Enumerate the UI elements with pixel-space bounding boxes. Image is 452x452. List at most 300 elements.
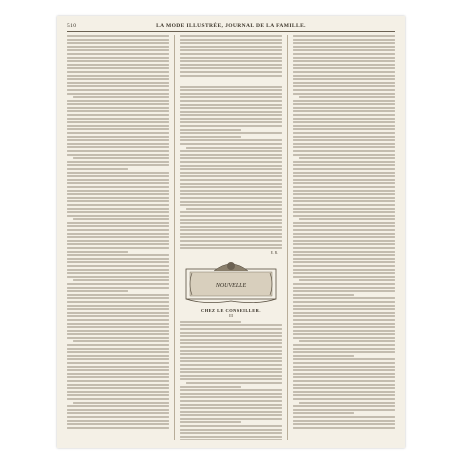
running-title: LA MODE ILLUSTRÉE, JOURNAL DE LA FAMILLE. [156, 22, 306, 29]
text-line [180, 432, 282, 434]
text-line [67, 376, 169, 378]
text-line [67, 373, 169, 375]
text-line [67, 297, 169, 299]
text-line [67, 39, 169, 41]
text-line [293, 348, 395, 350]
story-vignette [184, 259, 278, 305]
text-line [293, 154, 395, 156]
text-line [73, 279, 169, 281]
text-line [67, 107, 169, 109]
text-line [67, 139, 169, 141]
text-line [293, 215, 395, 217]
text-line [293, 333, 395, 335]
text-line [67, 121, 169, 123]
text-line [67, 132, 169, 134]
text-line [67, 276, 169, 278]
text-line [180, 368, 282, 370]
text-line [67, 312, 169, 314]
text-line [67, 301, 169, 303]
text-line [67, 391, 169, 393]
text-line [180, 386, 241, 388]
text-line [180, 125, 282, 127]
text-line [67, 161, 169, 163]
text-line [67, 182, 169, 184]
text-line [67, 384, 169, 386]
text-line [180, 353, 282, 355]
text-line [293, 75, 395, 77]
text-line [293, 344, 395, 346]
text-line [293, 161, 395, 163]
text-line [67, 330, 169, 332]
text-line [180, 154, 282, 156]
text-line [67, 71, 169, 73]
text-line [180, 346, 282, 348]
text-line [180, 143, 282, 145]
text-line [67, 93, 169, 95]
text-line [67, 423, 169, 425]
text-line [67, 398, 169, 400]
text-line [293, 272, 395, 274]
text-line [67, 190, 169, 192]
text-line [180, 46, 282, 48]
text-line [180, 96, 282, 98]
text-line [67, 75, 169, 77]
text-line [293, 330, 395, 332]
text-line [293, 39, 395, 41]
text-line [293, 254, 395, 256]
text-line [186, 382, 282, 384]
page-number: 510 [67, 22, 77, 29]
text-line [180, 335, 282, 337]
text-line [293, 323, 395, 325]
text-line [67, 154, 169, 156]
text-line [67, 146, 169, 148]
text-line [293, 405, 395, 407]
text-line [293, 78, 395, 80]
text-line [180, 229, 282, 231]
text-line [67, 114, 169, 116]
text-line [299, 218, 395, 220]
text-line [67, 369, 169, 371]
text-line [67, 366, 169, 368]
text-line [67, 319, 169, 321]
text-line [180, 111, 282, 113]
text-line [293, 107, 395, 109]
text-line [293, 179, 395, 181]
text-line [180, 186, 282, 188]
text-line [180, 429, 282, 431]
text-line [67, 272, 169, 274]
text-line [180, 100, 282, 102]
text-line [180, 400, 282, 402]
text-line [180, 425, 282, 427]
text-line [293, 146, 395, 148]
text-line [67, 258, 169, 260]
text-line [73, 96, 169, 98]
text-line [67, 420, 169, 422]
text-line [293, 93, 395, 95]
text-line [293, 251, 395, 253]
text-line [180, 121, 282, 123]
text-line [67, 179, 169, 181]
text-line [180, 236, 282, 238]
text-line [67, 215, 169, 217]
text-line [293, 186, 395, 188]
text-line [293, 132, 395, 134]
text-line [293, 409, 395, 411]
text-line [67, 394, 169, 396]
text-line [186, 147, 282, 149]
text-line [67, 380, 169, 382]
text-line [180, 67, 282, 69]
text-line [67, 323, 169, 325]
text-line [67, 35, 169, 37]
text-line [293, 384, 395, 386]
text-line [180, 35, 282, 37]
text-line [67, 427, 169, 429]
text-line [67, 387, 169, 389]
text-line [293, 172, 395, 174]
text-line [67, 200, 169, 202]
text-line [180, 157, 282, 159]
text-line [180, 411, 282, 413]
text-line [67, 348, 169, 350]
text-line [293, 265, 395, 267]
text-line [180, 364, 282, 366]
text-line [293, 319, 395, 321]
text-line [180, 360, 282, 362]
text-line [293, 150, 395, 152]
text-line [293, 168, 395, 170]
text-line [293, 125, 395, 127]
text-line [293, 369, 395, 371]
text-line [293, 394, 395, 396]
text-line [67, 118, 169, 120]
text-line [180, 165, 282, 167]
text-line [293, 337, 395, 339]
text-line [67, 326, 169, 328]
text-line [180, 104, 282, 106]
text-line [67, 305, 169, 307]
text-line [293, 261, 395, 263]
text-line [180, 150, 282, 152]
text-line [67, 333, 169, 335]
text-line [180, 436, 282, 438]
text-line [67, 233, 169, 235]
text-line [299, 96, 395, 98]
text-line [293, 118, 395, 120]
text-line [293, 373, 395, 375]
text-line [67, 110, 169, 112]
text-line [180, 407, 282, 409]
text-line [67, 82, 169, 84]
text-line [67, 42, 169, 44]
text-line [180, 129, 241, 131]
text-line [293, 64, 395, 66]
text-line [67, 412, 169, 414]
text-line [67, 208, 169, 210]
text-line [67, 186, 169, 188]
text-line [293, 139, 395, 141]
text-line [67, 172, 169, 174]
column-right [293, 35, 395, 440]
text-line [180, 244, 282, 246]
text-line [67, 193, 169, 195]
vignette-word: NOUVELLE [215, 282, 247, 289]
text-line [180, 107, 282, 109]
text-line [180, 132, 282, 134]
text-line [293, 236, 395, 238]
text-line [293, 269, 395, 271]
text-line [180, 136, 241, 138]
text-line [180, 324, 282, 326]
text-line [293, 204, 395, 206]
text-line [67, 100, 169, 102]
text-line [180, 339, 282, 341]
text-line [180, 42, 282, 44]
text-line [293, 391, 395, 393]
text-line [293, 136, 395, 138]
text-line [293, 211, 395, 213]
text-line [293, 164, 395, 166]
text-line [180, 139, 282, 141]
text-line [293, 82, 395, 84]
text-line [180, 49, 282, 51]
text-line [293, 208, 395, 210]
text-line [67, 85, 169, 87]
text-line [67, 103, 169, 105]
text-line [180, 328, 282, 330]
text-line [180, 118, 282, 120]
text-line [293, 229, 395, 231]
text-line [67, 362, 169, 364]
text-line [67, 269, 169, 271]
text-line [293, 233, 395, 235]
text-line [67, 416, 169, 418]
text-line [67, 409, 169, 411]
text-line [293, 190, 395, 192]
text-line [293, 225, 395, 227]
section-title [180, 79, 282, 83]
text-line [67, 175, 169, 177]
text-line [293, 380, 395, 382]
text-line [67, 240, 169, 242]
text-line [67, 128, 169, 130]
text-line [180, 204, 282, 206]
text-line [180, 371, 282, 373]
text-line [293, 175, 395, 177]
text-line [67, 143, 169, 145]
text-line [67, 283, 169, 285]
text-line [293, 398, 395, 400]
text-line [180, 342, 282, 344]
text-line [299, 157, 395, 159]
text-line [293, 412, 354, 414]
text-line [293, 89, 395, 91]
text-line [67, 236, 169, 238]
text-line [293, 376, 395, 378]
text-line [293, 305, 395, 307]
text-line [293, 243, 395, 245]
text-line [293, 193, 395, 195]
text-line [67, 49, 169, 51]
text-line [293, 358, 395, 360]
text-line [293, 290, 395, 292]
text-line [180, 378, 282, 380]
text-line [180, 175, 282, 177]
text-line [67, 315, 169, 317]
chapter-number: III [229, 313, 233, 318]
text-line [180, 193, 282, 195]
text-line [67, 197, 169, 199]
text-line [293, 355, 354, 357]
text-line [293, 362, 395, 364]
text-line [67, 247, 169, 249]
text-line [180, 350, 282, 352]
text-line [293, 121, 395, 123]
text-line [293, 416, 395, 418]
text-line [293, 57, 395, 59]
text-line [180, 86, 282, 88]
text-line [67, 53, 169, 55]
text-line [293, 326, 395, 328]
text-line [67, 351, 169, 353]
text-line [180, 183, 282, 185]
text-line [180, 190, 282, 192]
column-separator [174, 35, 175, 440]
text-line [180, 211, 282, 213]
text-line [293, 143, 395, 145]
text-line [180, 219, 282, 221]
column-middle [180, 35, 282, 440]
text-line [67, 64, 169, 66]
text-line [67, 204, 169, 206]
text-line [293, 114, 395, 116]
text-line [293, 240, 395, 242]
text-line [67, 358, 169, 360]
text-line [73, 340, 169, 342]
text-line [180, 240, 282, 242]
text-line [180, 421, 241, 423]
text-line [67, 251, 128, 253]
text-line [180, 439, 282, 440]
text-line [293, 182, 395, 184]
text-line [180, 226, 282, 228]
text-line [180, 179, 282, 181]
text-line [299, 340, 395, 342]
text-line [293, 200, 395, 202]
column-left [67, 35, 169, 440]
text-line [67, 405, 169, 407]
text-line [180, 161, 282, 163]
text-line [180, 172, 282, 174]
text-line [67, 344, 169, 346]
text-line [293, 46, 395, 48]
text-line [180, 404, 282, 406]
header-rule [67, 31, 395, 32]
text-line [67, 355, 169, 357]
text-line [67, 287, 169, 289]
text-line [293, 283, 395, 285]
text-line [293, 301, 395, 303]
text-line [67, 222, 169, 224]
text-line [293, 315, 395, 317]
vignette-illustration [184, 259, 278, 305]
text-line [180, 215, 282, 217]
text-line [293, 100, 395, 102]
text-line [180, 57, 282, 59]
text-line [67, 265, 169, 267]
story-title: CHEZ LE CONSEILLER. [201, 307, 261, 313]
text-line [293, 258, 395, 260]
text-line [67, 294, 169, 296]
text-line [293, 67, 395, 69]
text-line [180, 393, 282, 395]
article-signature: E. R. [270, 250, 278, 255]
text-line [67, 60, 169, 62]
text-line [67, 67, 169, 69]
text-line [73, 402, 169, 404]
text-line [180, 168, 282, 170]
text-line [180, 414, 282, 416]
text-line [180, 389, 282, 391]
text-line [67, 46, 169, 48]
text-line [293, 312, 395, 314]
text-line [180, 114, 282, 116]
text-line [73, 218, 169, 220]
text-line [180, 321, 241, 323]
text-line [293, 247, 395, 249]
text-line [180, 60, 282, 62]
text-line [180, 233, 282, 235]
text-line [67, 89, 169, 91]
text-line [180, 396, 282, 398]
text-line [67, 254, 169, 256]
text-line [180, 39, 282, 41]
text-line [180, 357, 282, 359]
text-line [293, 222, 395, 224]
text-line [293, 49, 395, 51]
text-line [67, 150, 169, 152]
text-line [180, 201, 282, 203]
text-line [293, 128, 395, 130]
text-line [67, 243, 169, 245]
text-line [293, 387, 395, 389]
text-line [293, 423, 395, 425]
text-line [67, 78, 169, 80]
text-line [180, 247, 282, 249]
text-line [67, 229, 169, 231]
text-line [293, 276, 395, 278]
text-line [299, 402, 395, 404]
text-line [73, 157, 169, 159]
text-line [293, 308, 395, 310]
text-line [180, 332, 282, 334]
text-line [293, 427, 395, 429]
text-line [293, 42, 395, 44]
text-line [293, 71, 395, 73]
text-line [67, 136, 169, 138]
page-header [67, 21, 395, 30]
text-line [180, 197, 282, 199]
text-line [180, 93, 282, 95]
text-line [293, 420, 395, 422]
text-line [293, 35, 395, 37]
text-line [67, 168, 128, 170]
text-line [186, 208, 282, 210]
text-line [293, 297, 395, 299]
text-line [293, 287, 395, 289]
